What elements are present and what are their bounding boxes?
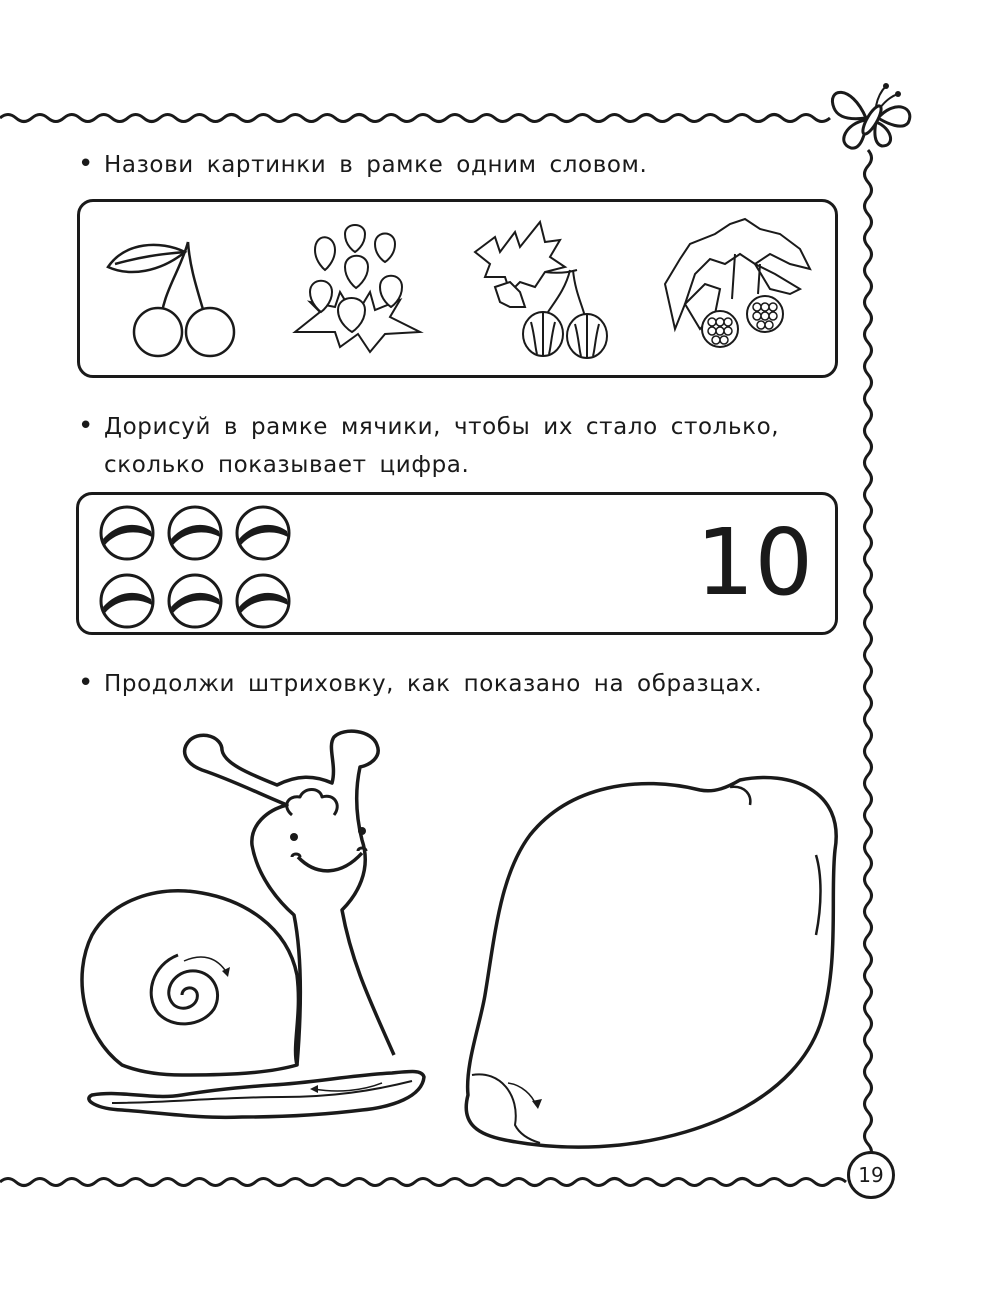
- ball: [237, 575, 289, 627]
- ball: [101, 575, 153, 627]
- task-1-text: Назови картинки в рамке одним словом.: [104, 152, 648, 178]
- page-number: 19: [847, 1151, 895, 1199]
- cherry-icon: [100, 232, 240, 362]
- strawberry-icon: [290, 222, 430, 362]
- bullet: •: [78, 149, 94, 179]
- ball: [169, 575, 221, 627]
- task-1-instruction: [78, 145, 647, 184]
- butterfly-icon: [826, 78, 916, 158]
- raspberry-icon: [660, 214, 820, 364]
- gooseberry-icon: [465, 212, 615, 362]
- ball: [101, 507, 153, 559]
- ball: [169, 507, 221, 559]
- balls-group: [97, 503, 317, 623]
- task-2-text-line2: сколько показывает цифра.: [104, 452, 470, 478]
- task-3-instruction: [78, 664, 762, 703]
- balls-frame[interactable]: [76, 492, 838, 635]
- lemon-icon[interactable]: [460, 765, 840, 1165]
- bullet: •: [78, 668, 94, 698]
- snail-icon[interactable]: [72, 725, 452, 1145]
- target-number: 10: [695, 509, 813, 616]
- bullet: •: [78, 411, 94, 441]
- task-2-text-line1: Дорисуй в рамке мячики, чтобы их стало столько,: [104, 414, 780, 440]
- berries-frame: [77, 199, 838, 378]
- task-3-text: Продолжи штриховку, как показано на образцах.: [104, 671, 763, 697]
- task-2-instruction: [78, 407, 779, 484]
- ball: [237, 507, 289, 559]
